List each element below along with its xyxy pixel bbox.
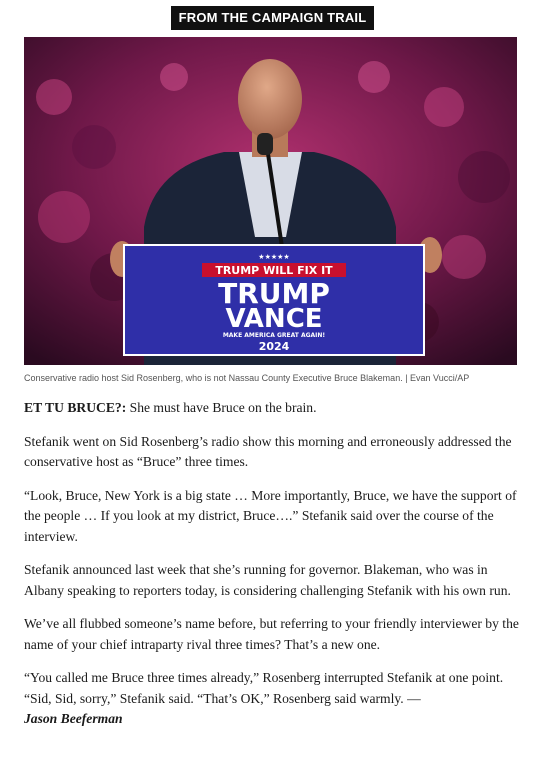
sign-line-trump: TRUMP (218, 277, 330, 310)
paragraph-1 (24, 398, 519, 419)
paragraph-3: “Look, Bruce, New York is a big state … More importantly, Bruce, we have the support of the people … If you look at my district, Bruce….” Stefanik said over the course of the interview. (24, 487, 517, 544)
photo-caption: Conservative radio host Sid Rosenberg, who is not Nassau County Executive Bruce Blakeman. | Evan Vucci/AP (24, 373, 470, 383)
paragraph-6 (24, 668, 519, 730)
paragraph-5: We’ve all flubbed someone’s name before, but referring to your friendly interviewer by the name of your chief intraparty rival three times? That’s a new one. (24, 616, 519, 652)
article-photo (24, 37, 517, 365)
photo-illustration (24, 37, 517, 365)
sign-banner: TRUMP WILL FIX IT (215, 264, 333, 277)
sign-slogan: MAKE AMERICA GREAT AGAIN! (222, 332, 326, 339)
head (238, 59, 302, 139)
sign-stars: ★★★★★ (258, 253, 290, 261)
sign-line-vance: VANCE (225, 304, 323, 334)
lead-in: ET TU BRUCE?: (24, 400, 127, 415)
paragraph-6-text: “You called me Bruce three times already,” Rosenberg interrupted Stefanik at one point. “Sid, Sid, sorry,” Stefanik said. “That’s OK,” Rosenberg said warmly. — (24, 670, 504, 706)
paragraph-1-text: She must have Bruce on the brain. (126, 400, 317, 415)
article-body (24, 398, 519, 743)
microphone-icon (257, 133, 273, 155)
author-byline: Jason Beeferman (24, 711, 123, 726)
paragraph-2: Stefanik went on Sid Rosenberg’s radio show this morning and erroneously addressed the conservative host as “Bruce” three times. (24, 433, 512, 469)
sign-year: 2024 (258, 340, 290, 353)
kicker-container (0, 6, 545, 30)
section-kicker: FROM THE CAMPAIGN TRAIL (171, 6, 375, 30)
paragraph-4: Stefanik announced last week that she’s running for governor. Blakeman, who was in Albany speaking to reporters today, is considering challenging Stefanik with his own run. (24, 562, 511, 598)
